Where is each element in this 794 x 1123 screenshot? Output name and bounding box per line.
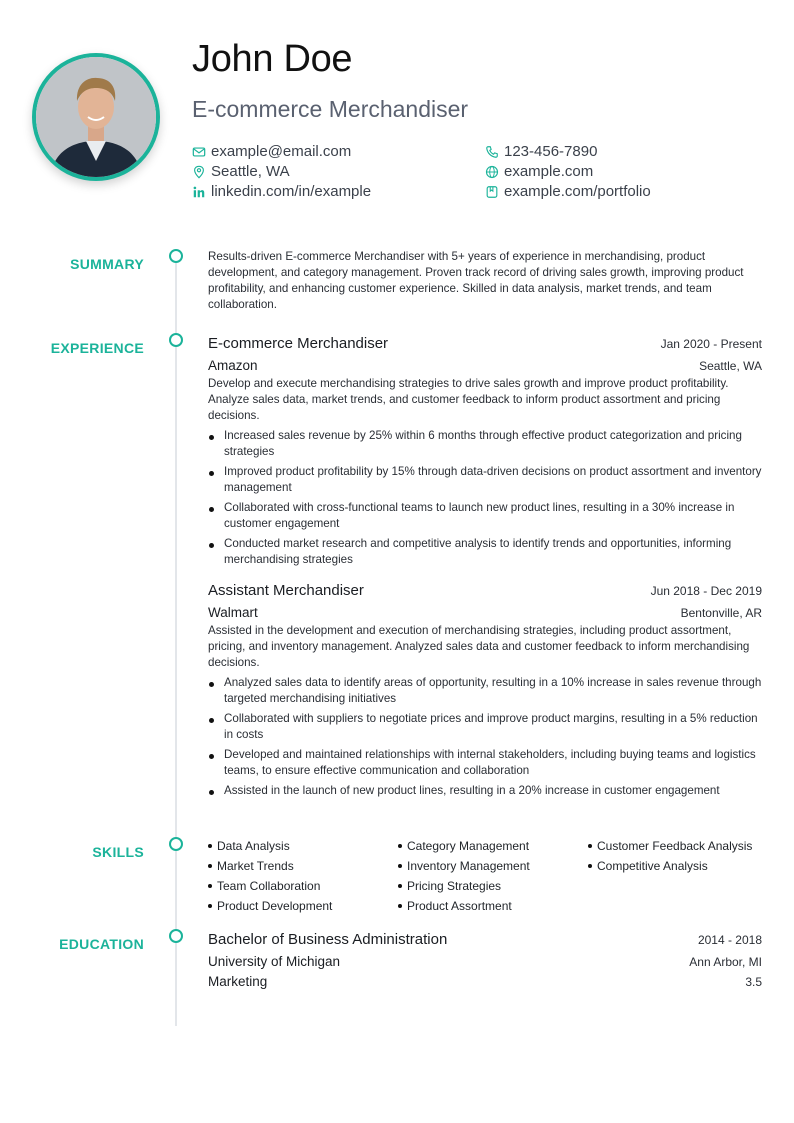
list-item: Analyzed sales data to identify areas of opportunity, resulting in a 10% increase in sales revenue through targeted merchandising initiatives [208, 675, 762, 707]
experience-heading: EXPERIENCE [50, 340, 144, 356]
experience-timeline-dot [169, 333, 183, 347]
education-degree: Bachelor of Business Administration [208, 931, 448, 948]
contact-email-text: example@email.com [211, 143, 352, 160]
job-dates: Jun 2018 - Dec 2019 [650, 584, 762, 598]
skill-item: Team Collaboration [208, 878, 398, 894]
summary-heading: SUMMARY [70, 256, 144, 272]
list-item: Assisted in the launch of new product lines, resulting in a 20% increase in customer engagement [208, 783, 762, 799]
education-section [208, 931, 762, 989]
contact-portfolio-text: example.com/portfolio [504, 183, 651, 200]
candidate-title: E-commerce Merchandiser [192, 96, 469, 122]
skill-item: Product Development [208, 898, 398, 914]
skills-grid [208, 838, 762, 914]
contact-location-text: Seattle, WA [211, 163, 290, 180]
contact-email[interactable] [192, 143, 351, 160]
education-school: University of Michigan [208, 954, 341, 969]
job-company: Amazon [208, 358, 258, 373]
globe-icon [485, 165, 499, 179]
job-description: Assisted in the development and execution of merchandising strategies, including product assortment, pricing, and inventory management. Analyzed sales data and customer feedback to inform merchandising decisions. [208, 624, 750, 669]
job-entry [208, 582, 762, 799]
education-timeline-dot [169, 929, 183, 943]
contact-website[interactable] [485, 163, 593, 180]
experience-section [208, 335, 762, 803]
job-dates: Jan 2020 - Present [660, 337, 762, 351]
linkedin-icon [192, 185, 206, 199]
job-company: Walmart [208, 605, 258, 620]
job-achievements [208, 428, 762, 568]
list-item: Improved product profitability by 15% through data-driven decisions on product assortment and inventory management [208, 464, 762, 496]
skill-item-empty [588, 878, 762, 894]
contact-location [192, 163, 290, 180]
list-item: Collaborated with cross-functional teams to launch new product lines, resulting in a 30% increase in customer engagement [208, 500, 762, 532]
contact-phone-text: 123-456-7890 [504, 143, 598, 160]
job-location: Seattle, WA [699, 359, 762, 373]
contact-portfolio[interactable] [485, 183, 651, 200]
job-achievements [208, 675, 762, 799]
contact-linkedin-text: linkedin.com/in/example [211, 183, 372, 200]
skills-timeline-dot [169, 837, 183, 851]
skill-item: Product Assortment [398, 898, 588, 914]
skills-heading: SKILLS [92, 844, 144, 860]
skill-item: Customer Feedback Analysis [588, 838, 762, 854]
summary-text: Results-driven E-commerce Merchandiser with 5+ years of experience in merchandising, product development, and category management. Proven track record of driving sales growth, improving product profitability, and enhancing customer experience. Skilled in data analysis, market trends, and team collaboration. [208, 250, 744, 311]
skills-section [208, 838, 762, 914]
education-dates: 2014 - 2018 [697, 933, 762, 947]
job-location: Bentonville, AR [680, 606, 762, 620]
map-pin-icon [192, 165, 206, 179]
avatar [36, 57, 156, 177]
summary-timeline-dot [169, 249, 183, 263]
mail-icon [192, 145, 206, 159]
list-item: Collaborated with suppliers to negotiate prices and improve product margins, resulting in a 5% reduction in costs [208, 711, 762, 743]
candidate-name: John Doe [192, 38, 353, 80]
phone-icon [485, 145, 499, 159]
job-title: E-commerce Merchandiser [208, 335, 389, 352]
skill-item: Inventory Management [398, 858, 588, 874]
skill-item: Market Trends [208, 858, 398, 874]
timeline-line [175, 256, 177, 1026]
summary-section [208, 249, 762, 313]
skill-item-empty [588, 898, 762, 914]
contact-linkedin[interactable] [192, 183, 371, 200]
job-title: Assistant Merchandiser [208, 582, 364, 599]
education-heading: EDUCATION [59, 936, 144, 952]
skill-item: Competitive Analysis [588, 858, 762, 874]
job-description: Develop and execute merchandising strategies to drive sales growth and improve product profitability. Analyze sales data, market trends, and customer feedback to inform product assortment and pricing decisions. [208, 377, 729, 422]
profile-photo [32, 53, 160, 181]
education-field: Marketing [208, 974, 268, 989]
contact-phone[interactable] [485, 143, 597, 160]
list-item: Conducted market research and competitive analysis to identify trends and opportunities, informing merchandising strategies [208, 536, 762, 568]
contact-website-text: example.com [504, 163, 594, 180]
education-location: Ann Arbor, MI [689, 955, 762, 969]
skill-item: Category Management [398, 838, 588, 854]
job-entry [208, 335, 762, 568]
skill-item: Pricing Strategies [398, 878, 588, 894]
education-gpa: 3.5 [745, 975, 762, 989]
list-item: Increased sales revenue by 25% within 6 months through effective product categorization and pricing strategies [208, 428, 762, 460]
list-item: Developed and maintained relationships with internal stakeholders, including buying teams and logistics teams, to ensure effective communication and collaboration [208, 747, 762, 779]
skill-item: Data Analysis [208, 838, 398, 854]
bookmark-icon [485, 185, 499, 199]
